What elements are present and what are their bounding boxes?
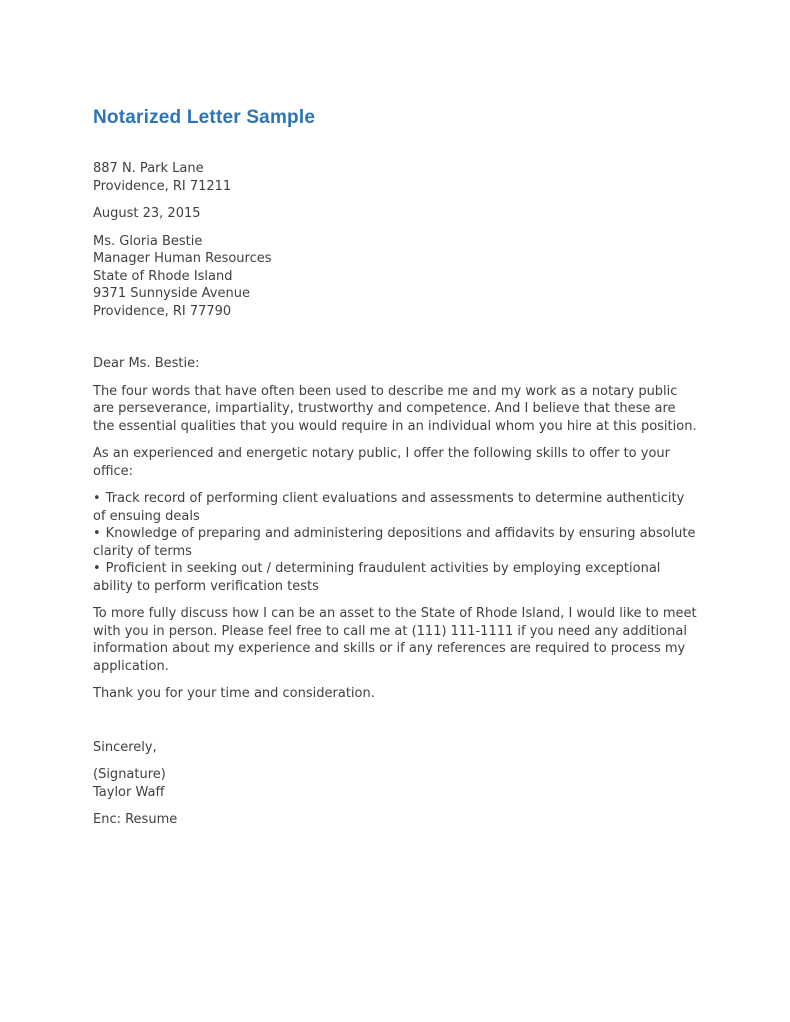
sender-address-block [93,160,700,195]
enclosure-text: Enc: Resume [93,812,178,827]
bullet-icon: • [93,561,101,576]
bullet-item [93,490,700,525]
signoff-text: Sincerely, [93,739,157,755]
page-title: Notarized Letter Sample [93,107,316,128]
bullet-icon: • [93,491,101,506]
bullet-item-text: Proficient in seeking out / determining fraudulent activities by employing exceptional ability to perform verification tests [93,561,661,594]
bullet-item-text: Knowledge of preparing and administering depositions and affidavits by ensuring absolute clarity of terms [93,526,696,559]
sender-address-line: Providence, RI 71211 [93,178,232,194]
letter-body [93,160,700,829]
recipient-line: Providence, RI 77790 [93,303,232,319]
salutation [93,355,700,373]
bullet-item [93,525,700,560]
bullet-item-text: Track record of performing client evaluations and assessments to determine authenticity of ensuing deals [93,491,685,524]
salutation-text: Dear Ms. Bestie: [93,356,200,371]
signer-name: Taylor Waff [93,784,165,800]
paragraph-thanks: Thank you for your time and consideration. [93,686,375,701]
signoff [93,739,700,757]
recipient-line: 9371 Sunnyside Avenue [93,286,250,301]
recipient-address-block [93,233,700,321]
paragraph-closing: To more fully discuss how I can be an asset to the State of Rhode Island, I would like to meet with you in person. Please feel free to call me at (111) 111-1111 if you need any additional information about my experience and skills or if any references are required to process my application. [93,606,697,674]
paragraph-skills-lead: As an experienced and energetic notary public, I offer the following skills to offer to your office: [93,446,670,479]
recipient-line: Manager Human Resources [93,251,272,266]
bullet-icon: • [93,526,101,541]
enclosure-note [93,811,700,829]
letter-date [93,205,700,223]
paragraph-intro: The four words that have often been used to describe me and my work as a notary public are perseverance, impartiality, trustworthy and competence. And I believe that these are the essential qualities that you would require in an individual whom you hire at this position. [93,383,697,434]
skills-bullet-list [93,490,700,595]
bullet-item [93,560,700,595]
date-text: August 23, 2015 [93,206,201,221]
signature-block [93,766,700,801]
signature-placeholder: (Signature) [93,767,166,782]
recipient-line: Ms. Gloria Bestie [93,233,203,249]
recipient-line: State of Rhode Island [93,268,233,284]
sender-address-line: 887 N. Park Lane [93,161,204,176]
